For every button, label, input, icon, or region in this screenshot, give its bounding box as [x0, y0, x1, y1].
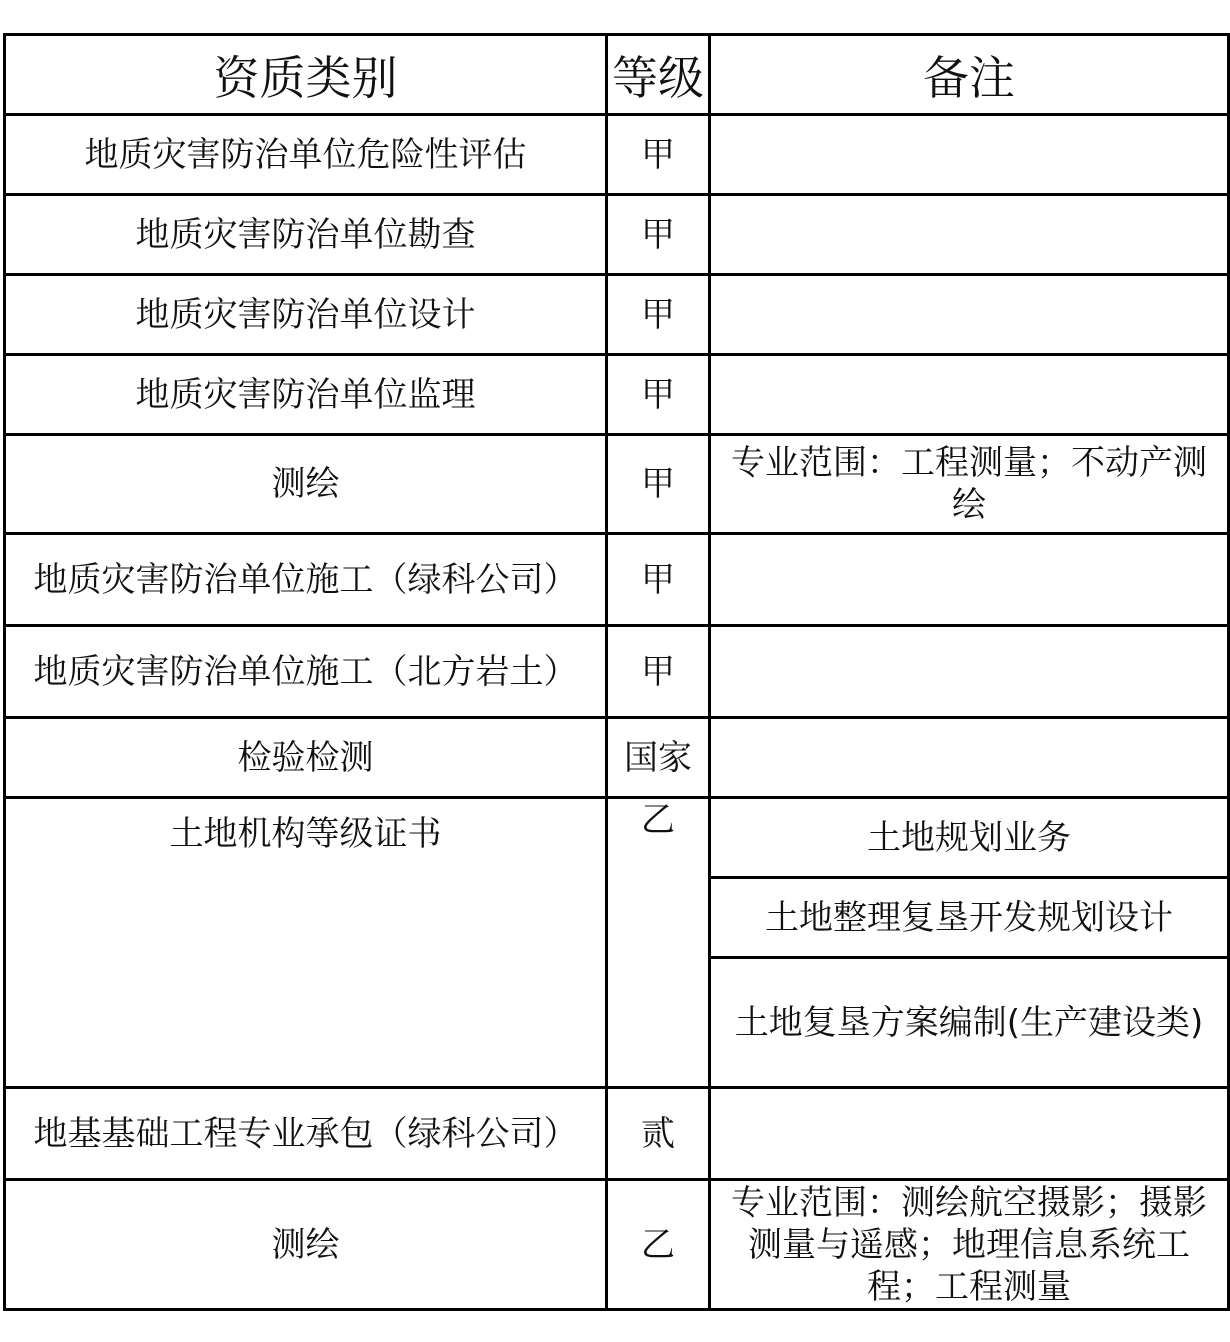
table-row [5, 195, 1229, 275]
table-row [5, 626, 1229, 718]
table-row [5, 275, 1229, 355]
header-remark: 备注 [710, 35, 1229, 115]
table-row [5, 355, 1229, 435]
grade-cell: 甲 [607, 115, 710, 195]
remark-cell: 土地整理复垦开发规划设计 [710, 878, 1229, 958]
remark-cell [710, 275, 1229, 355]
table-row [5, 115, 1229, 195]
remark-cell [710, 534, 1229, 626]
category-cell: 地质灾害防治单位施工（北方岩土） [5, 626, 607, 718]
qualification-table [3, 33, 1230, 1311]
category-cell: 地质灾害防治单位设计 [5, 275, 607, 355]
grade-cell: 甲 [607, 626, 710, 718]
grade-cell: 国家 [607, 718, 710, 798]
remark-cell: 土地复垦方案编制(生产建设类) [710, 958, 1229, 1088]
grade-cell: 甲 [607, 195, 710, 275]
category-cell: 测绘 [5, 435, 607, 534]
remark-cell [710, 195, 1229, 275]
remark-cell [710, 718, 1229, 798]
remark-cell: 专业范围：工程测量；不动产测绘 [710, 435, 1229, 534]
table-row [5, 798, 1229, 878]
table-row [5, 1088, 1229, 1180]
header-category: 资质类别 [5, 35, 607, 115]
category-cell: 检验检测 [5, 718, 607, 798]
remark-cell: 专业范围：测绘航空摄影；摄影测量与遥感；地理信息系统工程；工程测量 [710, 1180, 1229, 1310]
remark-cell [710, 115, 1229, 195]
grade-cell: 甲 [607, 355, 710, 435]
category-cell: 地质灾害防治单位施工（绿科公司） [5, 534, 607, 626]
header-grade: 等级 [607, 35, 710, 115]
remark-cell [710, 626, 1229, 718]
grade-cell: 乙 [607, 798, 710, 1088]
table-row [5, 1180, 1229, 1310]
remark-cell [710, 1088, 1229, 1180]
category-cell: 测绘 [5, 1180, 607, 1310]
header-row [5, 35, 1229, 115]
category-cell: 地基基础工程专业承包（绿科公司） [5, 1088, 607, 1180]
grade-cell: 乙 [607, 1180, 710, 1310]
category-cell: 地质灾害防治单位勘查 [5, 195, 607, 275]
table-row [5, 718, 1229, 798]
grade-cell: 甲 [607, 534, 710, 626]
grade-cell: 甲 [607, 275, 710, 355]
remark-cell: 土地规划业务 [710, 798, 1229, 878]
table-row [5, 534, 1229, 626]
table-row [5, 435, 1229, 534]
category-cell: 地质灾害防治单位危险性评估 [5, 115, 607, 195]
grade-cell: 甲 [607, 435, 710, 534]
grade-cell: 贰 [607, 1088, 710, 1180]
remark-cell [710, 355, 1229, 435]
category-cell: 地质灾害防治单位监理 [5, 355, 607, 435]
category-cell: 土地机构等级证书 [5, 798, 607, 1088]
